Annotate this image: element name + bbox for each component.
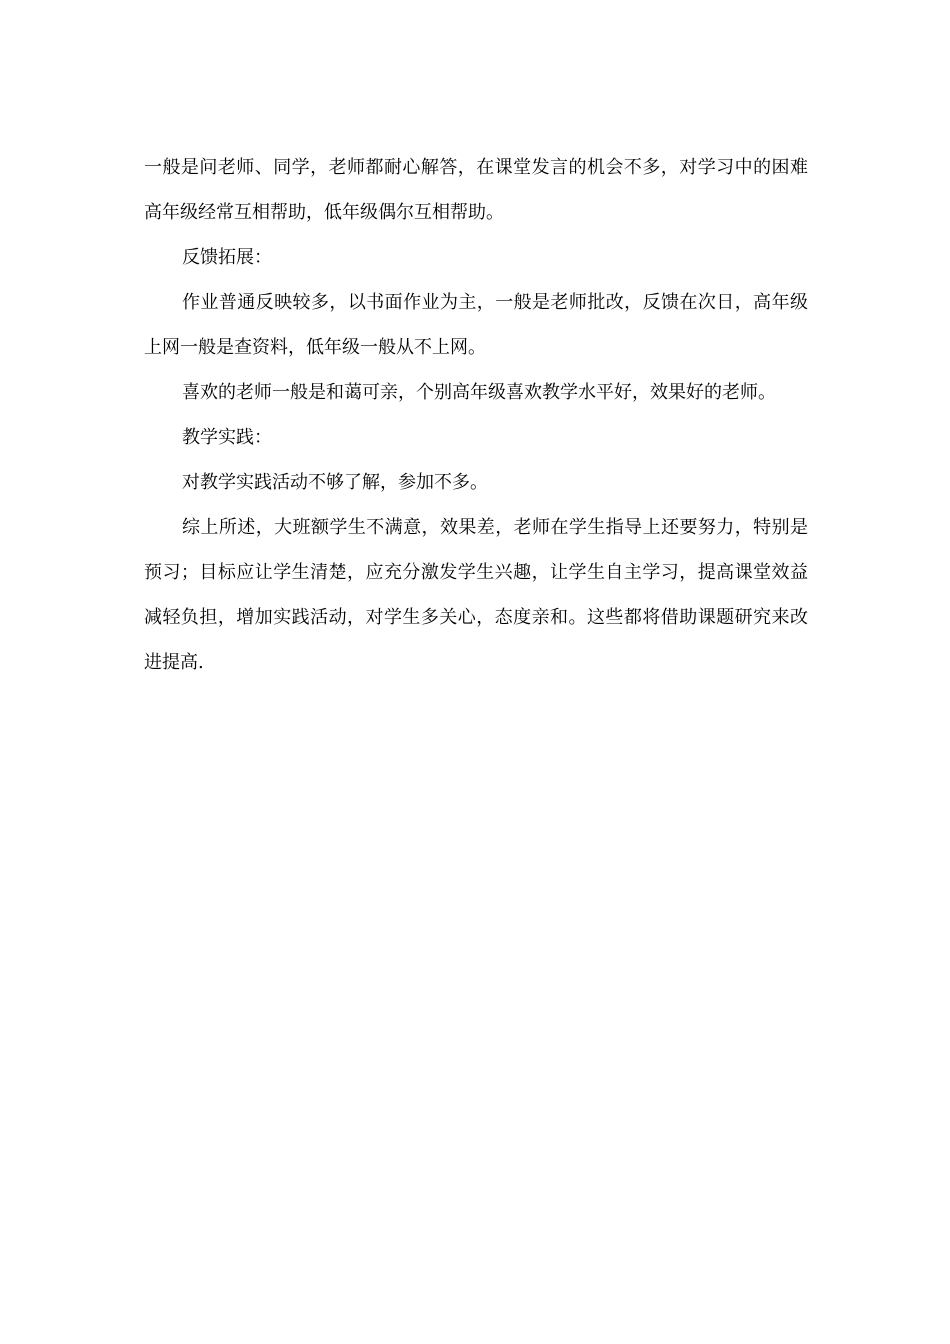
text-line: 减轻负担，增加实践活动，对学生多关心，态度亲和。这些都将借助课题研究来改 [144, 607, 808, 628]
text-line: 上网一般是查资料，低年级一般从不上网。 [144, 337, 486, 358]
text-line: 高年级经常互相帮助，低年级偶尔互相帮助。 [144, 202, 504, 223]
text-line: 一般是问老师、同学，老师都耐心解答，在课堂发言的机会不多，对学习中的困难 [144, 157, 808, 178]
text-line: 喜欢的老师一般是和蔼可亲，个别高年级喜欢教学水平好，效果好的老师。 [182, 382, 776, 403]
section-heading: 反馈拓展： [182, 247, 272, 268]
text-line: 对教学实践活动不够了解，参加不多。 [182, 472, 488, 493]
text-line: 预习；目标应让学生清楚，应充分激发学生兴趣，让学生自主学习，提高课堂效益 [144, 562, 808, 583]
text-line: 作业普通反映较多，以书面作业为主，一般是老师批改，反馈在次日，高年级 [182, 292, 808, 313]
text-line: 综上所述，大班额学生不满意，效果差，老师在学生指导上还要努力，特别是 [182, 517, 808, 538]
text-line: 进提高. [144, 652, 204, 673]
document-body [144, 145, 808, 685]
section-heading: 教学实践： [182, 427, 272, 448]
